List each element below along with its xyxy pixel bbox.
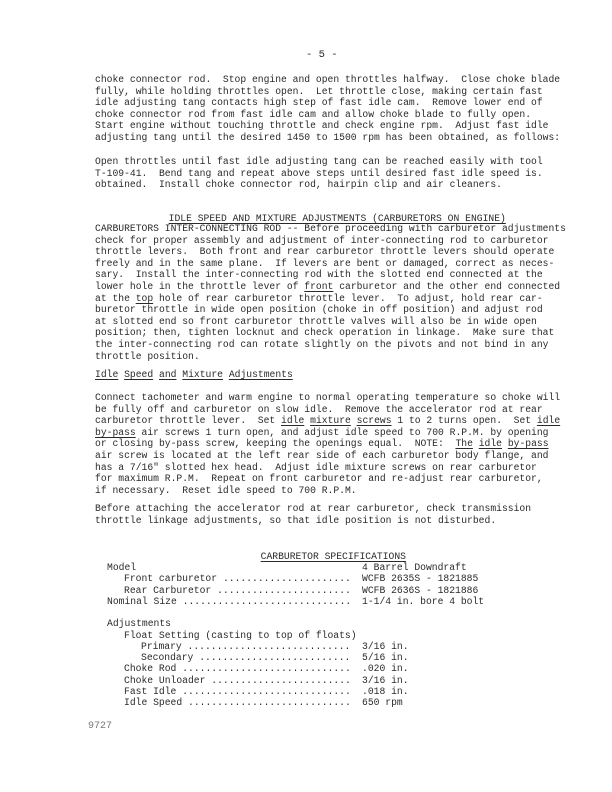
text: air screws 1 turn open, and adjust idle speed to 700 R.P.M. by opening [135,426,549,438]
spec-value: WCFB 2636S - 1821886 [362,584,479,596]
section-heading-idle-speed-engine [157,202,506,224]
text: sary. Install the inter-connecting rod with the slotted end connected at the [95,269,543,281]
text-line [95,503,531,515]
spec-label: Primary [141,640,182,652]
spec-value: .020 in. [362,663,409,675]
text-line [95,246,566,258]
spec-label: Front carburetor [124,573,218,585]
spec-row [107,585,527,597]
dot-leader: ........................ [211,674,351,686]
spec-label: Idle Speed [124,697,183,709]
spec-label: Fast Idle [124,686,177,697]
text-line [95,392,560,404]
text-line [95,438,560,450]
text: fully, while holding throttles open. Let throttle close, making certain fast [95,85,543,97]
text-line [95,485,560,497]
spec-label: Adjustments [107,618,171,630]
text: choke connector rod from fast idle cam and allow choke blade to fully open. [95,108,532,120]
text: air screw is located at the left rear side of each carburetor body flange, and [95,449,549,461]
text-line [95,427,560,439]
spec-row [107,630,527,642]
spec-label: Float Setting (casting to top of floats) [124,629,357,641]
underlined-text: idle [281,415,305,427]
text-line [95,293,566,305]
subheading-word: Idle [95,369,119,380]
spec-row [107,652,527,664]
text: T-109-41. Bend tang and repeat above steps until desired fast idle speed is. [95,167,543,179]
text-line [95,339,566,351]
text-line [95,132,560,144]
text-line [95,515,531,527]
text-line [95,404,560,416]
text: throttle position. [95,350,200,362]
text: check for proper assembly and adjustment of inter-connecting rod to carburetor [95,234,549,246]
spec-label: Secondary [141,652,194,664]
spec-label: Model [107,562,137,573]
text-line [95,462,560,474]
text-line [95,223,566,235]
text: Before attaching the accelerator rod at rear carburetor, check transmission [95,503,532,514]
text: adjusting tang until the desired 1450 to 1500 rpm has been obtained, as follows: [95,131,561,143]
dot-leader: ...................... [222,573,351,585]
text: buretor throttle in wide open position (choke in off position) and adjust rod [95,304,543,316]
text-line [95,156,543,168]
subheading-word: and [159,369,177,380]
text: at slotted end so front carburetor throttle valves will also be in wide open [95,315,537,327]
text-line [95,120,560,132]
text-line [95,235,566,247]
text-line [95,109,560,121]
text-line [95,316,566,328]
text: obtained. Install choke connector rod, hairpin clip and air cleaners. [95,179,502,191]
spec-value: 650 rpm [362,697,403,709]
underlined-text: idle [536,415,561,427]
spec-row [107,562,527,574]
text-line [95,168,543,180]
underlined-text: screws [356,415,392,427]
text: hole of rear carburetor throttle lever. To adjust, hold rear car- [153,292,543,304]
underlined-text: by-pass [95,426,136,438]
text: carburetor and the other end connected [333,280,561,292]
subheading-idle-speed-mixture [95,369,293,380]
text-line [95,74,560,86]
text: choke connector rod. Stop engine and open throttles halfway. Close choke blade [95,74,561,85]
dot-leader: ............................. [182,663,351,675]
spec-label: Choke Unloader [124,674,206,686]
text-line [95,97,560,109]
text: at the [95,292,136,304]
underlined-text: mixture [310,415,351,427]
spec-row [107,596,527,608]
text: or closing by-pass screw, keeping the openings equal. NOTE: [95,438,456,450]
text: throttle levers. Both front and rear carburetor throttle levers should operate [95,246,555,258]
text-line [95,86,560,98]
document-code: 9727 [88,721,113,732]
dot-leader: ............................ [188,697,351,709]
dot-leader: ............................ [187,640,351,652]
heading-text: CARBURETOR SPECIFICATIONS [260,551,406,562]
spec-row [107,573,527,585]
page-number: - 5 - [306,49,338,61]
spec-value: 5/16 in. [362,652,409,664]
text: lower hole in the throttle lever of [95,280,305,292]
text: Start engine without touching throttle and check engine rpm. Adjust fast idle [95,120,549,132]
spec-label: Nominal Size [107,595,177,607]
spec-value: WCFB 2635S - 1821885 [362,573,479,585]
text: the inter-connecting rod can rotate slightly on the pivots and not bind in any [95,338,549,350]
section-heading-specifications [249,540,406,562]
spec-row [107,675,527,687]
text-line [95,281,566,293]
text: throttle linkage adjustments, so that idle position is not disturbed. [95,514,497,526]
text: 1 to 2 turns open. Set [391,415,537,427]
dot-leader: ............................. [182,595,352,607]
text-line [95,450,560,462]
text-line [95,258,566,270]
spec-value: 3/16 in. [362,674,409,686]
text-line [95,415,560,427]
text: Connect tachometer and warm engine to normal operating temperature so choke will [95,392,561,403]
text: Open throttles until fast idle adjusting tang can be reached easily with tool [95,156,543,167]
text-line [95,327,566,339]
text-line [95,473,560,485]
subheading-word: Mixture [182,369,223,380]
paragraph-choke-connector [95,74,560,144]
spec-value: 1-1/4 in. bore 4 bolt [362,595,485,607]
dot-leader: .......................... [199,652,351,664]
spec-row [107,686,527,698]
paragraph-before-attaching [95,503,531,526]
spec-row [107,663,527,675]
spec-value: .018 in. [362,686,409,697]
spec-label: Choke Rod [124,663,177,675]
heading-text: IDLE SPEED AND MIXTURE ADJUSTMENTS (CARBURETORS ON ENGINE) [168,213,506,224]
spec-row [107,697,527,709]
text: carburetor throttle lever. Set [95,415,282,427]
text: be fully off and carburetor on slow idle. Remove the accelerator rod at rear [95,403,543,415]
text: position; then, tighten locknut and check operation in linkage. Make sure that [95,327,555,339]
subheading-word: Adjustments [228,369,293,380]
spec-value: 4 Barrel Downdraft [362,562,467,573]
text: CARBURETORS INTER-CONNECTING ROD -- Before proceeding with carburetor adjustments [95,223,566,234]
text: for maximum R.P.M. Repeat on front carburetor and re-adjust rear carburetor, [95,473,543,485]
underlined-text: The [455,438,473,450]
text: freely and in the same plane. If levers are bent or damaged, correct as neces- [95,257,555,269]
underlined-text: top [135,292,154,304]
text-line [95,304,566,316]
text: idle adjusting tang contacts high step of fast idle cam. Remove lower end of [95,97,543,109]
spec-row [107,641,527,653]
underlined-text: front [304,280,334,292]
spec-label: Rear Carburetor [124,584,212,596]
underlined-text: by-pass [507,438,549,450]
text-line [95,351,566,363]
paragraph-inter-connecting-rod [95,223,566,362]
text-line [95,179,543,191]
text: has a 7/16" slotted hex head. Adjust idle mixture screws on rear carburetor [95,461,537,473]
underlined-text: idle [478,438,502,450]
dot-leader: ....................... [217,584,351,596]
text-line [95,269,566,281]
spec-row [107,618,527,630]
paragraph-open-throttles [95,156,543,191]
text: if necessary. Reset idle speed to 700 R.P.M. [95,484,357,496]
dot-leader: ............................. [182,686,351,697]
paragraph-idle-procedure [95,392,560,496]
specifications-table [107,562,527,712]
spec-value: 3/16 in. [362,640,409,652]
subheading-word: Speed [124,369,154,380]
